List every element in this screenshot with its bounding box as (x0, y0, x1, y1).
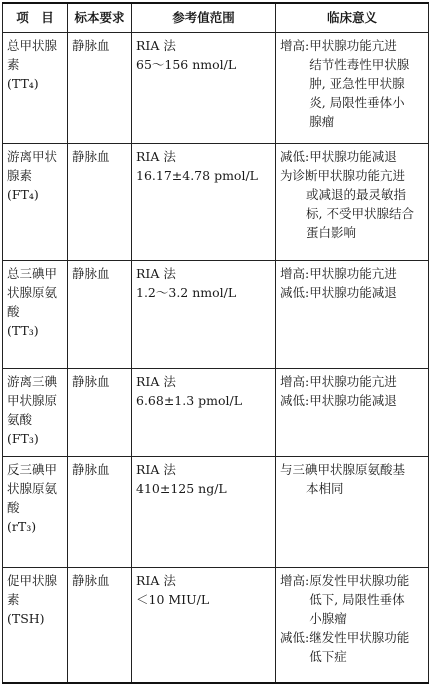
reference-line: RIA 法 (136, 374, 176, 389)
cell-specimen: 静脉血 (68, 457, 132, 568)
clinical-block (280, 264, 424, 283)
clinical-block (280, 372, 424, 391)
cell-clinical-significance (276, 369, 429, 457)
clinical-line: 甲状腺功能减退 (309, 393, 397, 408)
clinical-prefix: 减低: (280, 149, 310, 164)
clinical-prefix: 增高: (280, 374, 310, 389)
cell-reference-range (132, 568, 276, 683)
clinical-prefix: 减低: (280, 630, 310, 645)
clinical-block (280, 391, 424, 410)
reference-line: 16.17±4.78 pmol/L (136, 168, 258, 183)
cell-clinical-significance (276, 33, 429, 144)
clinical-line: 与三碘甲状腺原氨酸基 (280, 462, 406, 477)
item-line: 反三碘甲 (7, 462, 58, 477)
table-row (3, 568, 429, 683)
cell-item (3, 261, 68, 369)
clinical-line: 低下症 (309, 649, 347, 664)
item-line: 游离甲状 (7, 149, 58, 164)
header-item: 项 目 (3, 3, 68, 33)
clinical-text (309, 628, 424, 666)
cell-specimen: 静脉血 (68, 568, 132, 683)
item-line: 状腺原氨 (7, 285, 58, 300)
item-line: 素 (7, 592, 20, 607)
clinical-line: 蛋白影响 (306, 225, 357, 240)
table-row (3, 369, 429, 457)
item-line: 总三碘甲 (7, 266, 58, 281)
item-line: (TT₄) (7, 76, 39, 91)
reference-line: 6.68±1.3 pmol/L (136, 393, 243, 408)
cell-reference-range (132, 261, 276, 369)
clinical-block (280, 571, 424, 628)
clinical-prefix: 减低: (280, 285, 310, 300)
table-row (3, 457, 429, 568)
clinical-text (309, 372, 424, 391)
item-line: 总甲状腺 (7, 38, 58, 53)
clinical-block (280, 283, 424, 302)
cell-clinical-significance (276, 568, 429, 683)
cell-item (3, 568, 68, 683)
clinical-prefix: 增高: (280, 38, 310, 53)
clinical-block (280, 628, 424, 666)
cell-item (3, 144, 68, 261)
clinical-line: 腺瘤 (309, 114, 335, 129)
clinical-text (309, 147, 424, 166)
clinical-line: 肿, 亚急性甲状腺 (309, 76, 405, 91)
clinical-line: 甲状腺功能亢进 (309, 374, 397, 389)
clinical-line: 甲状腺功能减退 (309, 149, 397, 164)
header-clinical-significance: 临床意义 (276, 3, 429, 33)
clinical-line: 甲状腺功能亢进 (309, 266, 397, 281)
cell-specimen: 静脉血 (68, 144, 132, 261)
clinical-text (309, 36, 424, 131)
clinical-line: 继发性甲状腺功能 (309, 630, 410, 645)
clinical-line: 本相同 (306, 481, 344, 496)
item-line: 状腺原氨 (7, 481, 58, 496)
reference-line: RIA 法 (136, 573, 176, 588)
item-line: 促甲状腺 (7, 573, 58, 588)
reference-line: RIA 法 (136, 38, 176, 53)
item-line: 酸 (7, 500, 20, 515)
reference-line: RIA 法 (136, 266, 176, 281)
reference-line: 410±125 ng/L (136, 481, 227, 496)
thyroid-function-table (2, 2, 429, 684)
clinical-line: 结节性毒性甲状腺 (309, 57, 410, 72)
clinical-text (309, 391, 424, 410)
cell-clinical-significance (276, 144, 429, 261)
clinical-text (309, 264, 424, 283)
clinical-prefix: 增高: (280, 266, 310, 281)
header-reference-range: 参考值范围 (132, 3, 276, 33)
item-line: (rT₃) (7, 519, 37, 534)
cell-reference-range (132, 457, 276, 568)
clinical-block (280, 166, 424, 242)
clinical-block (280, 147, 424, 166)
cell-reference-range (132, 369, 276, 457)
clinical-text (280, 166, 424, 242)
item-line: (FT₃) (7, 431, 39, 446)
cell-reference-range (132, 144, 276, 261)
clinical-line: 甲状腺功能减退 (309, 285, 397, 300)
table-row (3, 33, 429, 144)
item-line: 氨酸 (7, 412, 33, 427)
clinical-line: 甲状腺功能亢进 (309, 38, 397, 53)
cell-reference-range (132, 33, 276, 144)
clinical-line: 低下, 局限性垂体 (309, 592, 405, 607)
clinical-text (280, 460, 424, 498)
clinical-prefix: 减低: (280, 393, 310, 408)
item-line: (TSH) (7, 611, 45, 626)
clinical-text (309, 571, 424, 628)
header-specimen: 标本要求 (68, 3, 132, 33)
clinical-block (280, 460, 424, 498)
clinical-line: 标, 不受甲状腺结合 (306, 206, 414, 221)
reference-line: RIA 法 (136, 149, 176, 164)
reference-line: RIA 法 (136, 462, 176, 477)
clinical-line: 原发性甲状腺功能 (309, 573, 410, 588)
clinical-block (280, 36, 424, 131)
cell-item (3, 33, 68, 144)
reference-line: ＜10 MIU/L (136, 592, 210, 607)
item-line: (FT₄) (7, 187, 39, 202)
reference-line: 65～156 nmol/L (136, 57, 237, 72)
cell-item (3, 369, 68, 457)
cell-clinical-significance (276, 261, 429, 369)
clinical-line: 小腺瘤 (309, 611, 347, 626)
table-row (3, 144, 429, 261)
table-row (3, 261, 429, 369)
reference-line: 1.2～3.2 nmol/L (136, 285, 237, 300)
header-row (3, 3, 429, 33)
cell-specimen: 静脉血 (68, 33, 132, 144)
item-line: 酸 (7, 304, 20, 319)
cell-specimen: 静脉血 (68, 261, 132, 369)
clinical-text (309, 283, 424, 302)
clinical-line: 炎, 局限性垂体小 (309, 95, 405, 110)
cell-clinical-significance (276, 457, 429, 568)
cell-specimen: 静脉血 (68, 369, 132, 457)
cell-item (3, 457, 68, 568)
clinical-prefix: 增高: (280, 573, 310, 588)
item-line: 游离三碘 (7, 374, 58, 389)
clinical-line: 为诊断甲状腺功能亢进 (280, 168, 406, 183)
item-line: (TT₃) (7, 323, 39, 338)
clinical-line: 或减退的最灵敏指 (306, 187, 407, 202)
item-line: 甲状腺原 (7, 393, 58, 408)
item-line: 腺素 (7, 168, 33, 183)
item-line: 素 (7, 57, 20, 72)
